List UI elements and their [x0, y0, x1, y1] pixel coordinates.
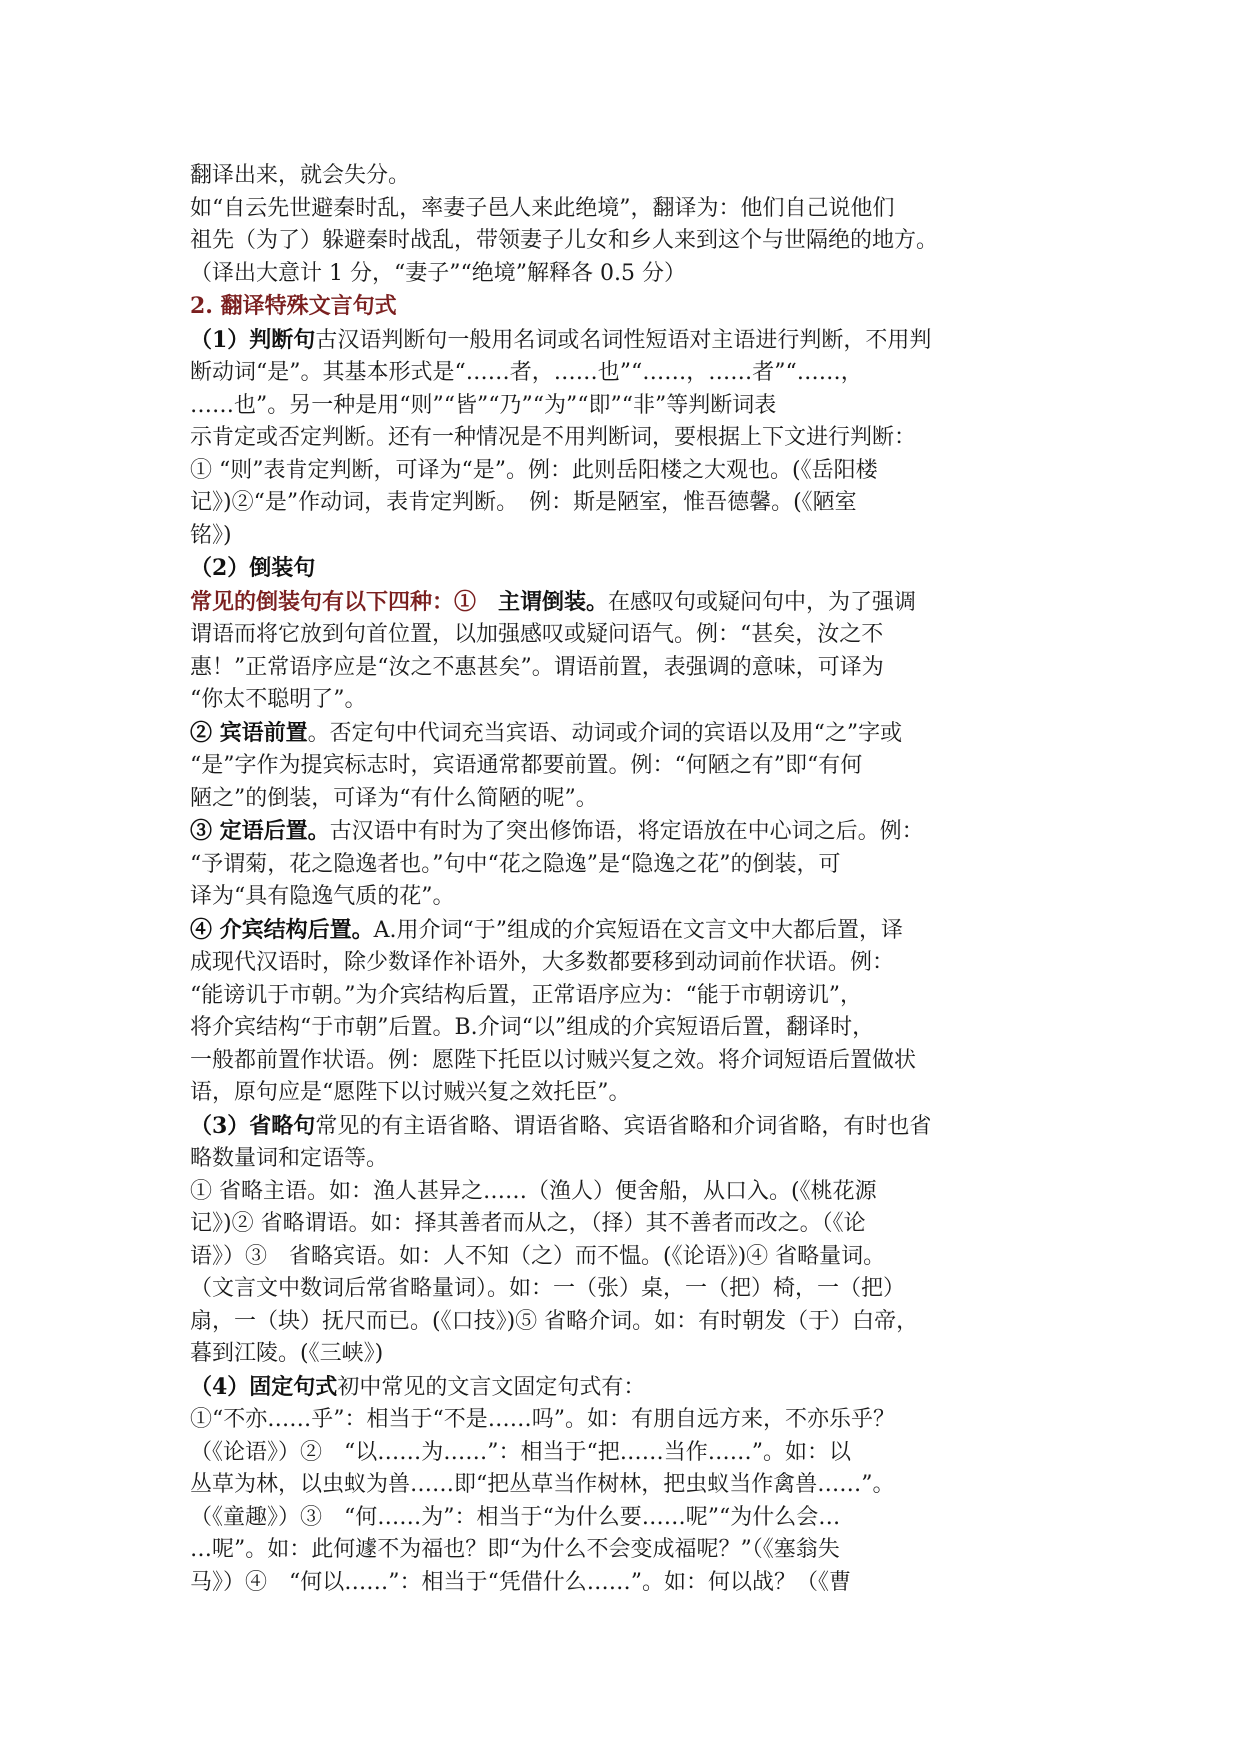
- text-run: “你太不聪明了”。: [190, 687, 367, 712]
- text-line: [190, 552, 1070, 586]
- text-line: [190, 290, 1070, 324]
- text-line: [190, 1208, 1070, 1241]
- text-run: 语，原句应是“愿陛下以讨贼兴复之效托臣”。: [190, 1080, 631, 1105]
- text-line: [190, 619, 1070, 652]
- text-run: 古汉语判断句一般用名词或名词性短语对主语进行判断，不用判: [315, 327, 932, 353]
- text-run: 古汉语中有时为了突出修饰语，将定语放在中心词之后。例：: [329, 819, 924, 844]
- text-line: [190, 455, 1070, 488]
- text-line: [190, 487, 1070, 520]
- text-line: [190, 160, 1070, 193]
- text-run: A.用介词“于”组成的介宾短语在文言文中大都后置，译: [373, 917, 904, 943]
- text-line: [190, 1012, 1070, 1045]
- text-run: 暮到江陵。(《三峡》): [190, 1341, 384, 1366]
- text-line: [190, 849, 1070, 882]
- text-run: 常见的有主语省略、谓语省略、宾语省略和介词省略，有时也省: [315, 1113, 932, 1139]
- text-run: 惠！”正常语序应是“汝之不惠甚矣”。谓语前置，表强调的意味，可译为: [190, 654, 884, 680]
- text-line: [190, 357, 1070, 390]
- text-line: [190, 684, 1070, 717]
- text-line: [190, 520, 1070, 553]
- text-run: …呢”。如：此何遽不为福也？即“为什么不会变成福呢？”（《塞翁失: [190, 1537, 840, 1562]
- text-run: 断动词“是”。其基本形式是“……者，……也”“……，……者”“……，: [190, 360, 863, 385]
- text-line: [190, 815, 1070, 849]
- text-line: [190, 422, 1070, 455]
- text-line: [190, 1045, 1070, 1078]
- document-page: [190, 160, 1070, 1599]
- bold-term: （1）判断句: [190, 326, 316, 353]
- text-line: [190, 324, 1070, 358]
- text-run: 初中常见的文言文固定句式有：: [337, 1374, 646, 1400]
- section-heading: 常见的倒装句有以下四种：①: [190, 588, 499, 615]
- text-line: [190, 225, 1070, 258]
- text-line: [190, 1338, 1070, 1371]
- text-run: 成现代汉语时，除少数译作补语外，大多数都要移到动词前作状语。例：: [190, 950, 895, 975]
- text-run: （《童趣》）③ “何……为”：相当于“为什么要……呢”“为什么会…: [190, 1504, 841, 1530]
- text-line: [190, 390, 1070, 423]
- text-run: 马》）④ “何以……”：相当于“凭借什么……”。如：何以战？（《曹: [190, 1569, 851, 1595]
- text-run: 示肯定或否定判断。还有一种情况是不用判断词，要根据上下文进行判断：: [190, 425, 917, 450]
- bold-term: （3）省略句: [190, 1112, 316, 1139]
- text-line: [190, 1371, 1070, 1405]
- text-run: 翻译出来，就会失分。: [190, 163, 411, 188]
- text-run: （译出大意计 1 分，“妻子”“绝境”解释各 0.5 分）: [190, 260, 686, 286]
- text-run: 铭》): [190, 522, 232, 548]
- text-run: （《论语》）② “以……为……”：相当于“把……当作……”。如：以: [190, 1439, 851, 1465]
- text-line: [190, 1176, 1070, 1209]
- text-run: “是”字作为提宾标志时，宾语通常都要前置。例：“何陋之有”即“有何: [190, 753, 863, 778]
- text-line: [190, 783, 1070, 816]
- text-run: 一般都前置作状语。例：愿陛下托臣以讨贼兴复之效。将介词短语后置做状: [190, 1047, 917, 1073]
- text-line: [190, 980, 1070, 1013]
- text-run: 记》)② 省略谓语。如：择其善者而从之，（择）其不善者而改之。（《论: [190, 1211, 866, 1236]
- text-run: “予谓菊，花之隐逸者也。”句中“花之隐逸”是“隐逸之花”的倒装，可: [190, 851, 841, 877]
- text-run: 祖先（为了）躲避秦时战乱，带领妻子儿女和乡人来到这个与世隔绝的地方。: [190, 228, 939, 253]
- bold-term: ② 宾语前置: [190, 719, 308, 746]
- bold-term: ③ 定语后置。: [190, 818, 330, 844]
- text-line: [190, 1534, 1070, 1567]
- text-run: 语》）③ 省略宾语。如：人不知（之）而不愠。(《论语》)④ 省略量词。: [190, 1243, 886, 1269]
- bold-term: 主谓倒装。: [498, 588, 609, 615]
- text-run: “能谤讥于市朝。”为介宾结构后置，正常语序应为：“能于市朝谤讥”，: [190, 982, 862, 1008]
- text-line: [190, 1241, 1070, 1274]
- text-line: [190, 1110, 1070, 1144]
- text-run: 记》)②“是”作动词，表肯定判断。 例：斯是陋室，惟吾德馨。(《陋室: [190, 490, 857, 515]
- text-run: ① 省略主语。如：渔人甚异之……（渔人）便舍船，从口入。(《桃花源: [190, 1178, 877, 1204]
- text-line: [190, 1469, 1070, 1502]
- text-run: ……也”。另一种是用“则”“皆”“乃”“为”“即”“非”等判断词表: [190, 392, 777, 418]
- text-line: [190, 1143, 1070, 1176]
- text-run: 谓语而将它放到句首位置，以加强感叹或疑问语气。例：“甚矣，汝之不: [190, 622, 884, 647]
- text-line: [190, 1306, 1070, 1339]
- text-line: [190, 258, 1070, 291]
- bold-term: （4）固定句式: [190, 1373, 338, 1400]
- text-line: [190, 1077, 1070, 1110]
- text-line: [190, 881, 1070, 914]
- text-line: [190, 1437, 1070, 1470]
- text-line: [190, 1567, 1070, 1600]
- text-run: ① “则”表肯定判断，可译为“是”。例：此则岳阳楼之大观也。(《岳阳楼: [190, 457, 878, 483]
- text-run: ①“不亦……乎”：相当于“不是……吗”。如：有朋自远方来，不亦乐乎？: [190, 1407, 895, 1432]
- text-run: 在感叹句或疑问句中，为了强调: [608, 589, 917, 615]
- text-line: [190, 914, 1070, 948]
- text-run: 译为“具有隐逸气质的花”。: [190, 884, 455, 909]
- text-run: 略数量词和定语等。: [190, 1146, 389, 1171]
- text-line: [190, 1502, 1070, 1535]
- text-run: 丛草为林，以虫蚁为兽……即“把丛草当作树林，把虫蚁当作禽兽……”。: [190, 1472, 895, 1497]
- text-run: 如“自云先世避秦时乱，率妻子邑人来此绝境”，翻译为：他们自己说他们: [190, 195, 895, 221]
- text-run: 。否定句中代词充当宾语、动词或介词的宾语以及用“之”字或: [307, 720, 903, 746]
- text-line: [190, 717, 1070, 751]
- section-heading: 2. 翻译特殊文言句式: [190, 293, 397, 319]
- text-line: [190, 1273, 1070, 1306]
- text-run: 扇，一（块）抚尺而已。(《口技》)⑤ 省略介词。如：有时朝发（于）白帝，: [190, 1308, 919, 1334]
- text-run: 陋之”的倒装，可译为“有什么简陋的呢”。: [190, 785, 598, 811]
- text-line: [190, 1404, 1070, 1437]
- text-run: （文言文中数词后常省略量词）。如：一（张）桌，一（把）椅，一（把）: [190, 1276, 906, 1301]
- text-line: [190, 193, 1070, 226]
- bold-term: ④ 介宾结构后置。: [190, 916, 374, 943]
- bold-term: （2）倒装句: [190, 555, 316, 581]
- text-line: [190, 947, 1070, 980]
- text-line: [190, 652, 1070, 685]
- text-line: [190, 586, 1070, 620]
- text-line: [190, 750, 1070, 783]
- text-run: 将介宾结构“于市朝”后置。B.介词“以”组成的介宾短语后置，翻译时，: [190, 1015, 875, 1040]
